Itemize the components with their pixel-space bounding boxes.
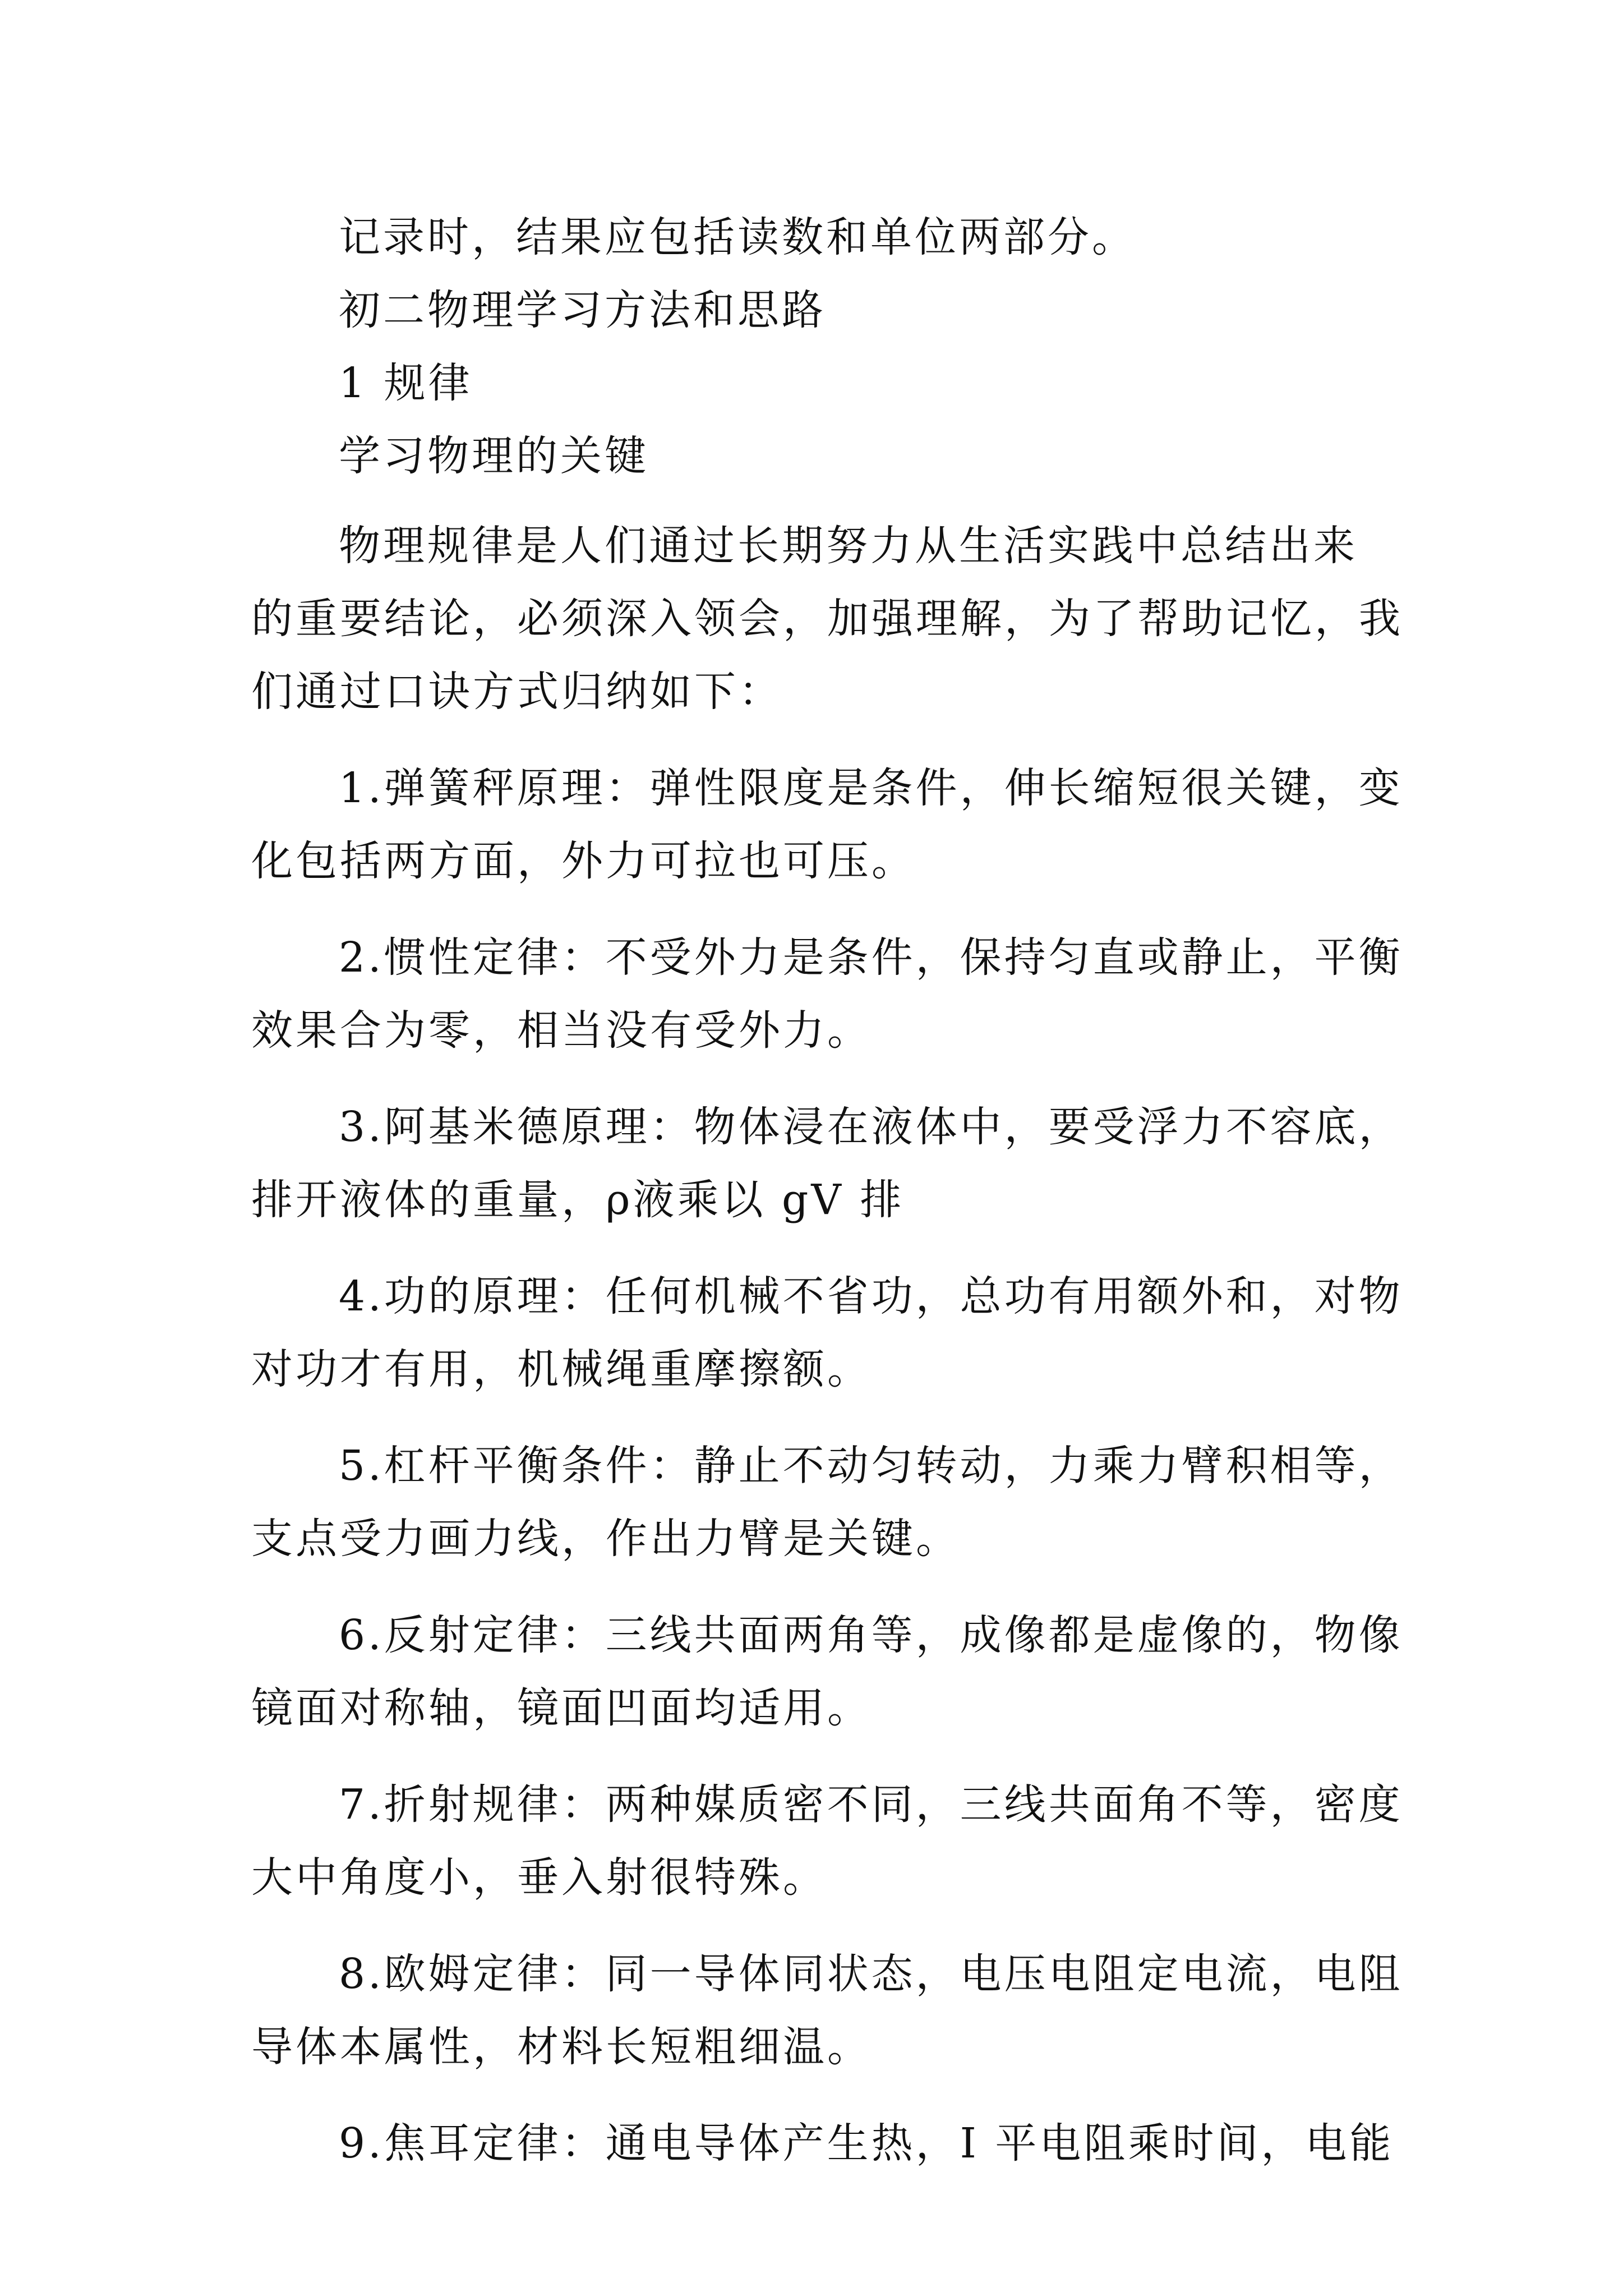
text-line: 2.惯性定律：不受外力是条件，保持匀直或静止，平衡 — [339, 933, 1403, 982]
text-line: 3.阿基米德原理：物体浸在液体中，要受浮力不容底， — [339, 1103, 1403, 1151]
text-line: 记录时，结果应包括读数和单位两部分。 — [339, 213, 1136, 261]
text-line: 4.功的原理：任何机械不省功，总功有用额外和，对物 — [339, 1272, 1403, 1320]
text-line: 们通过口诀方式归纳如下： — [251, 668, 783, 716]
text-line: 6.反射定律：三线共面两角等，成像都是虚像的，物像 — [339, 1611, 1403, 1659]
text-line: 效果合为零，相当没有受外力。 — [251, 1006, 872, 1055]
text-line: 8.欧姆定律：同一导体同状态，电压电阻定电流，电阻 — [339, 1950, 1403, 1998]
text-line: 排开液体的重量，ρ液乘以 gV 排 — [251, 1176, 905, 1224]
subsection-heading: 1 规律 — [339, 359, 473, 407]
text-line: 1.弹簧秤原理：弹性限度是条件，伸长缩短很关键，变 — [339, 764, 1403, 812]
text-line: 物理规律是人们通过长期努力从生活实践中总结出来 — [339, 522, 1358, 570]
text-line: 化包括两方面，外力可拉也可压。 — [251, 837, 916, 885]
text-line: 导体本属性，材料长短粗细温。 — [251, 2023, 872, 2071]
text-line: 大中角度小，垂入射很特殊。 — [251, 1853, 827, 1902]
section-heading: 初二物理学习方法和思路 — [339, 286, 826, 334]
text-line: 镜面对称轴，镜面凹面均适用。 — [251, 1684, 872, 1732]
text-line: 9.焦耳定律：通电导体产生热，I 平电阻乘时间，电能 — [339, 2119, 1394, 2168]
document-body — [251, 201, 1403, 2180]
text-line: 7.折射规律：两种媒质密不同，三线共面角不等，密度 — [339, 1780, 1403, 1829]
subsection-subtitle: 学习物理的关键 — [339, 432, 649, 480]
text-line: 的重要结论，必须深入领会，加强理解，为了帮助记忆，我 — [251, 595, 1403, 643]
text-line: 对功才有用，机械绳重摩擦额。 — [251, 1345, 872, 1393]
text-line: 支点受力画力线，作出力臂是关键。 — [251, 1515, 960, 1563]
text-line: 5.杠杆平衡条件：静止不动匀转动，力乘力臂积相等， — [339, 1442, 1403, 1490]
